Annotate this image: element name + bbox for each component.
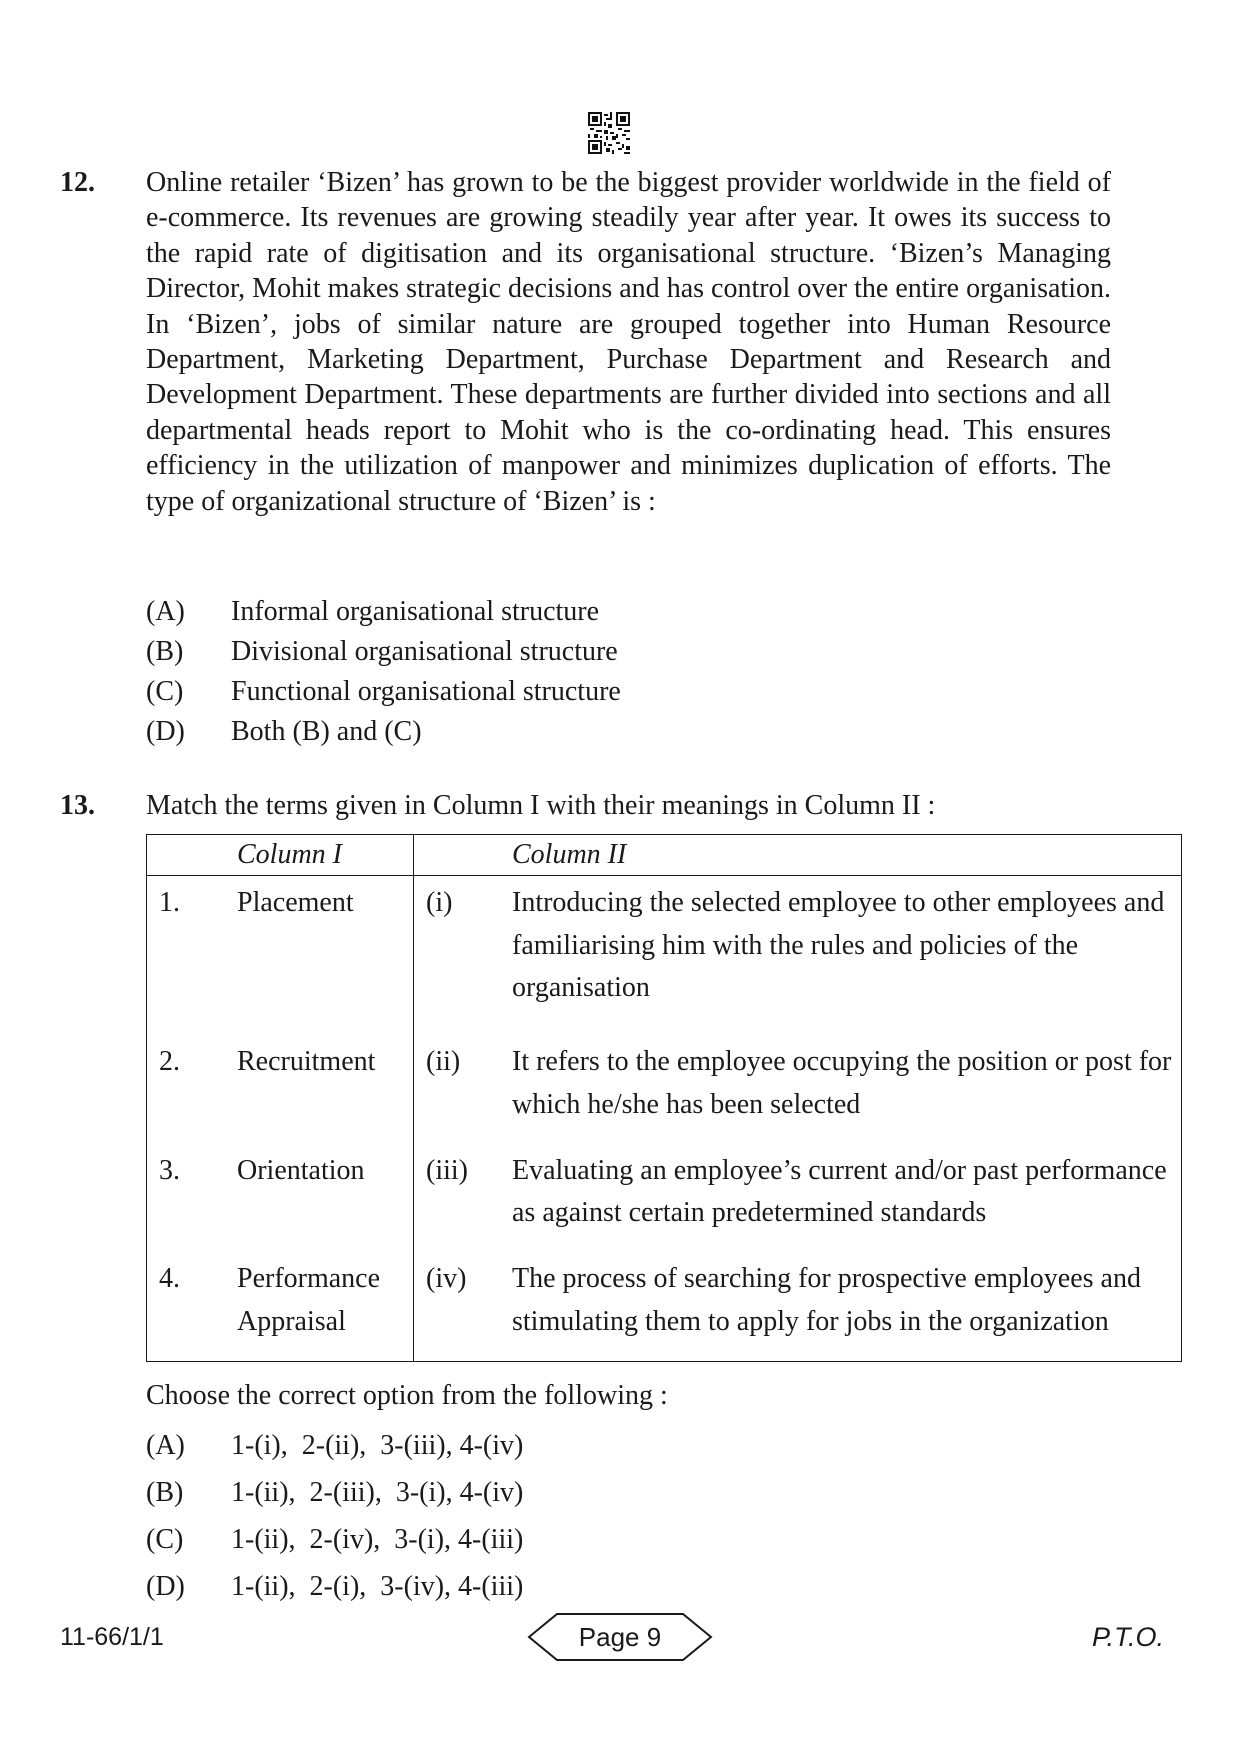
option-text: Functional organisational structure [231,676,621,707]
option-text: 1-(ii), 2-(iii), 3-(i), 4-(iv) [231,1477,524,1508]
column-ii-header: Column II [512,835,1182,876]
option-text: 1-(i), 2-(ii), 3-(iii), 4-(iv) [231,1430,524,1461]
option-a [146,1422,1046,1469]
option-label: (C) [146,676,184,707]
table-row [147,1144,1182,1253]
option-label: (D) [146,1571,185,1602]
option-label: (B) [146,1477,184,1508]
paper-code: 11-66/1/1 [60,1623,164,1651]
qr-code-icon [588,112,630,154]
option-text: Informal organisational structure [231,596,600,627]
option-a [146,592,1046,632]
question-text: Online retailer ‘Bizen’ has grown to be the biggest provider worldwide in the field of e-commerce. Its revenues are growing steadily year after year. It owes its success to the rapid rate of digitisation and its organisational structure. ‘Bizen’s Managing Director, Mohit makes strategic decisions and has control over the entire organisation. In ‘Bizen’, jobs of similar nature are grouped together into Human Resource Department, Marketing Department, Purchase Department and Research and Development Department. These departments are further divided into sections and all departmental heads report to Mohit who is the co-ordinating head. This ensures efficiency in the utilization of manpower and minimizes duplication of efforts. The type of organizational structure of ‘Bizen’ is : [146,167,1111,517]
roman-numeral: (iv) [426,1263,467,1295]
page-number: Page 9 [578,1622,662,1652]
option-label: (A) [146,596,185,627]
option-label: (A) [146,1430,185,1461]
option-label: (D) [146,716,185,747]
table-row [147,1035,1182,1144]
answer-options [146,592,1046,752]
option-d [146,712,1046,752]
option-d [146,1563,1046,1610]
option-label: (C) [146,1524,184,1555]
term: Orientation [237,1144,414,1253]
question-stem: Match the terms given in Column I with their meanings in Column II : [146,790,936,821]
option-b [146,632,1046,672]
meaning: The process of searching for prospective employees and stimulating them to apply for jobs in the organization [512,1263,1141,1337]
question-number: 12. [60,167,95,198]
row-number: 4. [159,1263,180,1295]
option-text: 1-(ii), 2-(iv), 3-(i), 4-(iii) [231,1524,524,1555]
option-b [146,1469,1046,1516]
option-label: (B) [146,636,184,667]
row-number: 2. [159,1046,180,1078]
question-number: 13. [60,790,95,821]
pto-label: P.T.O. [1092,1622,1165,1652]
roman-numeral: (i) [426,887,453,918]
roman-numeral: (ii) [426,1046,461,1078]
column-i-header: Column I [237,835,414,876]
meaning: Evaluating an employee’s current and/or past performance as against certain predetermined standards [512,1154,1167,1229]
option-text: Divisional organisational structure [231,636,618,667]
term: Recruitment [237,1035,414,1144]
option-c [146,672,1046,712]
page-number-badge [527,1612,713,1662]
table-row [147,876,1182,1036]
option-c [146,1516,1046,1563]
term: Placement [237,876,414,1036]
choose-instruction: Choose the correct option from the following : [146,1380,668,1411]
option-text: 1-(ii), 2-(i), 3-(iv), 4-(iii) [231,1571,524,1602]
meaning: It refers to the employee occupying the position or post for which he/she has been selected [512,1046,1172,1120]
roman-numeral: (iii) [426,1154,468,1186]
table-row [147,1252,1182,1361]
match-table [146,834,1182,1362]
answer-options [146,1422,1046,1610]
row-number: 1. [159,887,180,918]
meaning: Introducing the selected employee to other employees and familiarising him with the rules and policies of the organisation [512,887,1165,1003]
term: Performance Appraisal [237,1252,414,1361]
row-number: 3. [159,1154,180,1186]
option-text: Both (B) and (C) [231,716,422,747]
table-header-row [147,835,1182,876]
